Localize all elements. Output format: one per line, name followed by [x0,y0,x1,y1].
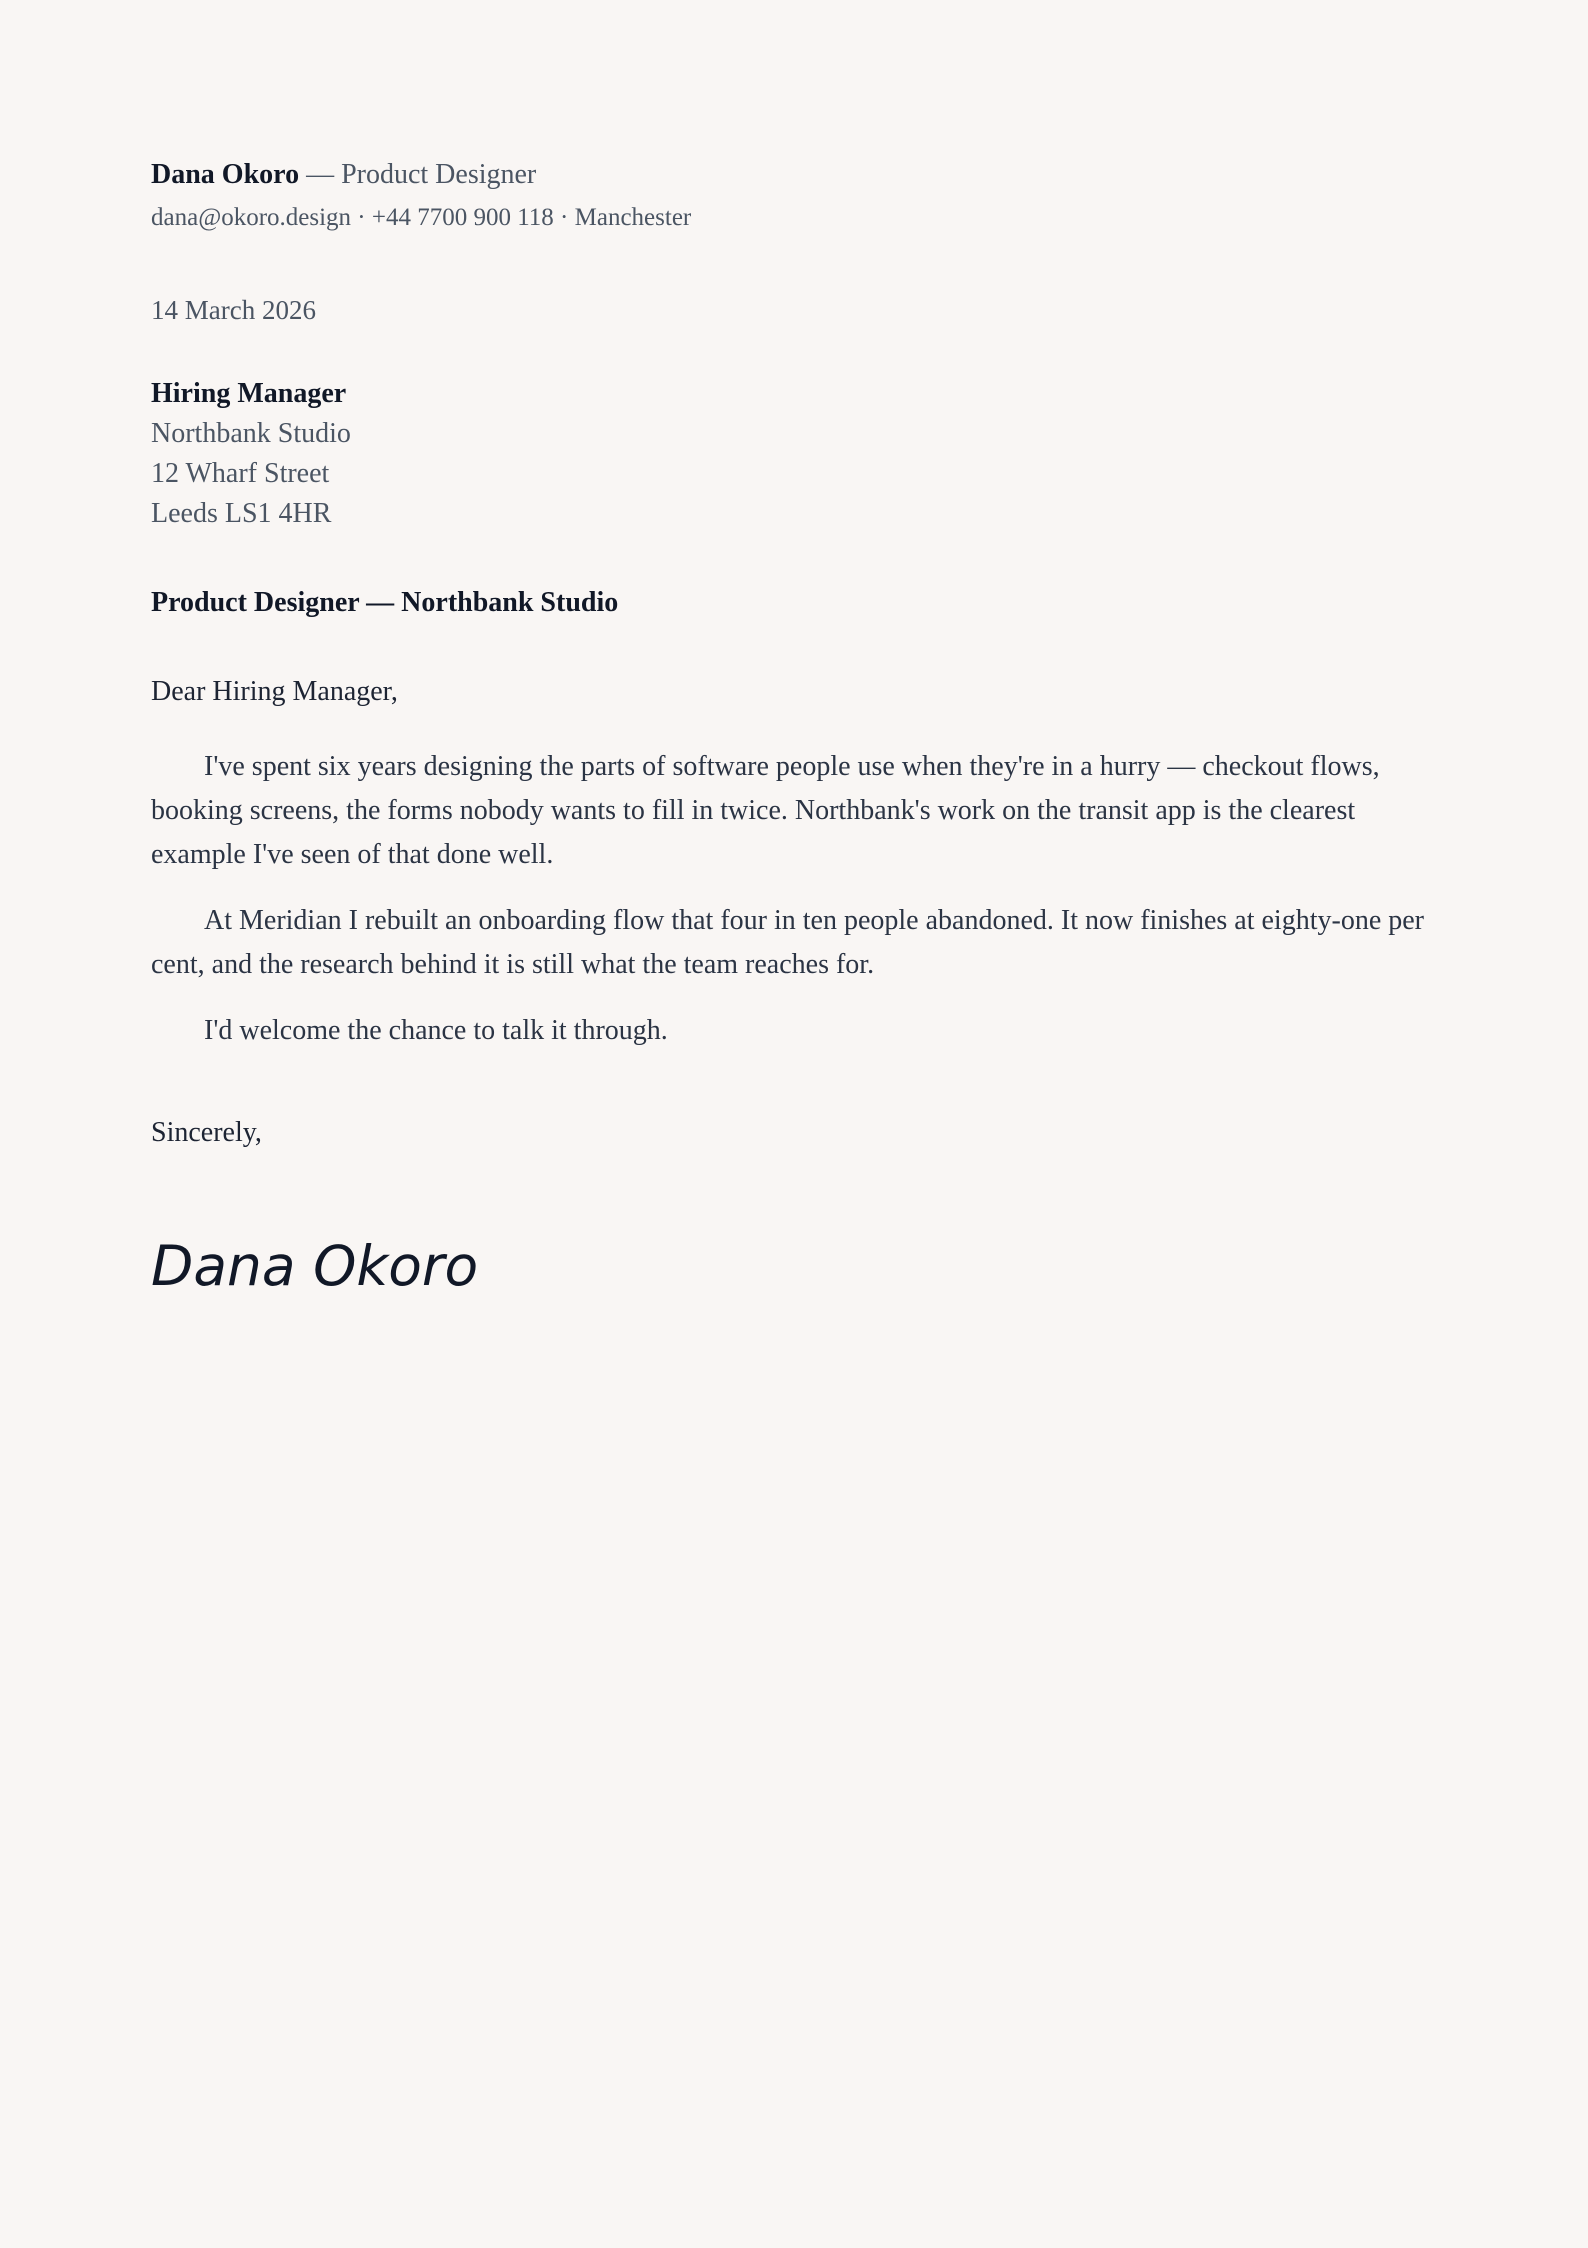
salutation: Dear Hiring Manager, [151,676,398,707]
sender-name: Dana Okoro [151,159,300,190]
recipient-company: Northbank Studio [151,418,351,449]
letter-body [151,745,1438,1053]
body-paragraph-2: At Meridian I rebuilt an onboarding flow that four in ten people abandoned. It now finishes at eighty-one per cent, and the research behind it is still what the team reaches for. [151,905,1424,980]
sender-contact: dana@okoro.design · +44 7700 900 118 · Manchester [151,204,692,231]
recipient-city: Leeds LS1 4HR [151,498,332,529]
recipient-title: Hiring Manager [151,378,347,409]
letter-date: 14 March 2026 [151,295,316,325]
letterhead [151,154,1438,236]
sender-role: Product Designer [341,159,537,190]
signature: Dana Okoro [151,1234,479,1298]
recipient-block [151,374,1438,534]
subject-line: Product Designer — Northbank Studio [151,587,619,618]
sender-line [151,154,1438,196]
recipient-street: 12 Wharf Street [151,458,330,489]
role-separator: — [299,159,342,190]
body-paragraph-3: I'd welcome the chance to talk it through. [204,1015,668,1046]
body-paragraph-1: I've spent six years designing the parts of software people use when they're in a hurry — checkout flows, booking screens, the forms nobody wants to fill in twice. Northbank's work on the transit app is the clearest example I've seen of that done well. [151,751,1380,870]
closing: Sincerely, [151,1117,262,1148]
